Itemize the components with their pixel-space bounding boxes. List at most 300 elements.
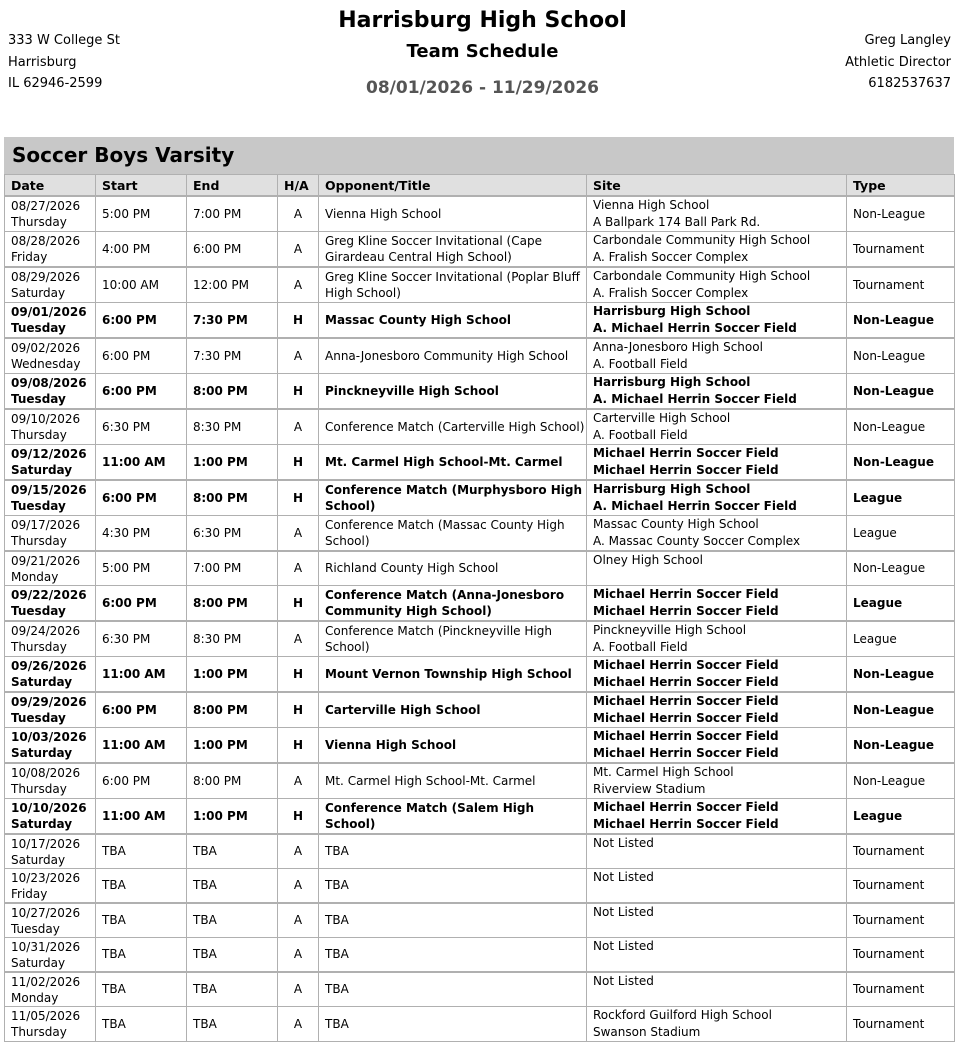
start-time: 6:00 PM — [96, 586, 187, 622]
site-cell — [587, 728, 847, 764]
site-name: Michael Herrin Soccer Field — [593, 729, 779, 743]
game-date: 10/23/2026 — [11, 870, 81, 885]
game-date: 10/31/2026 — [11, 939, 81, 954]
game-day: Saturday — [11, 286, 66, 300]
game-date: 09/15/2026 — [11, 483, 87, 497]
site-cell — [587, 516, 847, 552]
end-time: 1:00 PM — [187, 445, 278, 481]
game-type: Non-League — [847, 657, 955, 693]
end-time: 12:00 PM — [187, 267, 278, 303]
game-type: League — [847, 516, 955, 552]
site-field: Riverview Stadium — [593, 782, 706, 796]
opponent: Conference Match (Massac County High School) — [319, 516, 587, 552]
end-time: 7:00 PM — [187, 196, 278, 232]
end-time: 8:30 PM — [187, 409, 278, 445]
end-time: 1:00 PM — [187, 657, 278, 693]
start-time: 11:00 AM — [96, 445, 187, 481]
site-cell — [587, 232, 847, 268]
game-type: Non-League — [847, 692, 955, 728]
home-away: H — [278, 692, 319, 728]
home-away: A — [278, 834, 319, 869]
director-name: Greg Langley — [864, 33, 951, 48]
home-away: A — [278, 267, 319, 303]
opponent: Greg Kline Soccer Invitational (Poplar Bluff High School) — [319, 267, 587, 303]
site-cell — [587, 196, 847, 232]
game-type: Tournament — [847, 834, 955, 869]
opponent: Mount Vernon Township High School — [319, 657, 587, 693]
home-away: H — [278, 480, 319, 516]
table-row — [5, 692, 955, 728]
date-cell — [5, 692, 96, 728]
director-info — [845, 30, 951, 95]
start-time: TBA — [96, 972, 187, 1007]
game-type: Non-League — [847, 338, 955, 374]
table-row — [5, 903, 955, 938]
game-date: 09/26/2026 — [11, 659, 87, 673]
game-date: 09/29/2026 — [11, 695, 87, 709]
home-away: A — [278, 338, 319, 374]
site-cell — [587, 480, 847, 516]
table-header-row — [5, 175, 955, 197]
site-cell — [587, 338, 847, 374]
game-date: 10/27/2026 — [11, 905, 81, 920]
home-away: H — [278, 374, 319, 410]
col-opponent: Opponent/Title — [319, 175, 587, 197]
table-row — [5, 728, 955, 764]
game-date: 10/17/2026 — [11, 836, 81, 851]
site-cell — [587, 869, 847, 904]
table-row — [5, 938, 955, 973]
game-day: Saturday — [11, 746, 73, 760]
end-time: 1:00 PM — [187, 728, 278, 764]
start-time: 6:00 PM — [96, 338, 187, 374]
date-cell — [5, 621, 96, 657]
opponent: Vienna High School — [319, 196, 587, 232]
address-state-zip: IL 62946-2599 — [8, 76, 103, 91]
opponent: TBA — [319, 1007, 587, 1042]
opponent: Carterville High School — [319, 692, 587, 728]
site-cell — [587, 445, 847, 481]
schedule-table — [4, 174, 955, 1042]
col-ha: H/A — [278, 175, 319, 197]
game-day: Friday — [11, 886, 48, 901]
site-name: Harrisburg High School — [593, 375, 751, 389]
site-name: Not Listed — [593, 905, 654, 919]
game-day: Thursday — [11, 640, 67, 654]
end-time: TBA — [187, 972, 278, 1007]
game-day: Friday — [11, 250, 48, 264]
game-type: League — [847, 621, 955, 657]
site-field: Michael Herrin Soccer Field — [593, 746, 779, 760]
game-day: Thursday — [11, 534, 67, 548]
col-start: Start — [96, 175, 187, 197]
site-name: Carbondale Community High School — [593, 233, 811, 247]
col-site: Site — [587, 175, 847, 197]
table-row — [5, 374, 955, 410]
home-away: A — [278, 516, 319, 552]
site-field: Michael Herrin Soccer Field — [593, 675, 779, 689]
opponent: Conference Match (Murphysboro High School) — [319, 480, 587, 516]
site-field: A. Michael Herrin Soccer Field — [593, 392, 797, 406]
table-row — [5, 869, 955, 904]
opponent: Vienna High School — [319, 728, 587, 764]
game-day: Thursday — [11, 1025, 67, 1039]
date-cell — [5, 586, 96, 622]
table-row — [5, 409, 955, 445]
game-day: Tuesday — [11, 499, 66, 513]
table-row — [5, 551, 955, 586]
site-name: Vienna High School — [593, 198, 710, 212]
game-date: 08/27/2026 — [11, 199, 81, 213]
game-day: Tuesday — [11, 711, 66, 725]
end-time: TBA — [187, 1007, 278, 1042]
end-time: 8:00 PM — [187, 586, 278, 622]
home-away: A — [278, 196, 319, 232]
col-type: Type — [847, 175, 955, 197]
table-row — [5, 972, 955, 1007]
game-day: Tuesday — [11, 321, 66, 335]
game-type: Tournament — [847, 1007, 955, 1042]
site-cell — [587, 834, 847, 869]
table-row — [5, 763, 955, 799]
section-title: Soccer Boys Varsity — [4, 137, 954, 174]
start-time: 10:00 AM — [96, 267, 187, 303]
start-time: 4:30 PM — [96, 516, 187, 552]
start-time: TBA — [96, 834, 187, 869]
date-cell — [5, 1007, 96, 1042]
game-day: Tuesday — [11, 392, 66, 406]
game-type: Non-League — [847, 728, 955, 764]
start-time: TBA — [96, 903, 187, 938]
opponent: TBA — [319, 903, 587, 938]
game-day: Saturday — [11, 955, 66, 970]
end-time: 8:00 PM — [187, 763, 278, 799]
home-away: A — [278, 232, 319, 268]
site-cell — [587, 1007, 847, 1042]
end-time: 8:30 PM — [187, 621, 278, 657]
director-phone: 6182537637 — [868, 76, 951, 91]
table-row — [5, 232, 955, 268]
game-date: 09/01/2026 — [11, 305, 87, 319]
end-time: 7:30 PM — [187, 303, 278, 339]
game-type: Tournament — [847, 267, 955, 303]
home-away: H — [278, 445, 319, 481]
table-row — [5, 267, 955, 303]
site-field: A. Massac County Soccer Complex — [593, 534, 801, 548]
site-cell — [587, 972, 847, 1007]
opponent: Massac County High School — [319, 303, 587, 339]
site-name: Harrisburg High School — [593, 482, 751, 496]
opponent: Anna-Jonesboro Community High School — [319, 338, 587, 374]
home-away: H — [278, 657, 319, 693]
date-cell — [5, 763, 96, 799]
game-type: League — [847, 586, 955, 622]
home-away: H — [278, 728, 319, 764]
game-day: Monday — [11, 990, 59, 1005]
game-day: Thursday — [11, 215, 67, 229]
game-date: 10/08/2026 — [11, 766, 81, 780]
home-away: A — [278, 938, 319, 973]
opponent: Mt. Carmel High School-Mt. Carmel — [319, 445, 587, 481]
end-time: TBA — [187, 903, 278, 938]
site-cell — [587, 303, 847, 339]
table-row — [5, 621, 955, 657]
date-cell — [5, 869, 96, 904]
site-field: A. Fralish Soccer Complex — [593, 250, 749, 264]
game-type: Non-League — [847, 445, 955, 481]
table-row — [5, 196, 955, 232]
date-cell — [5, 374, 96, 410]
start-time: 4:00 PM — [96, 232, 187, 268]
col-date: Date — [5, 175, 96, 197]
date-cell — [5, 303, 96, 339]
site-field: Michael Herrin Soccer Field — [593, 817, 779, 831]
game-date: 09/17/2026 — [11, 518, 81, 532]
date-cell — [5, 657, 96, 693]
site-name: Massac County High School — [593, 517, 759, 531]
home-away: H — [278, 303, 319, 339]
director-title: Athletic Director — [845, 54, 951, 70]
home-away: H — [278, 799, 319, 835]
opponent: TBA — [319, 834, 587, 869]
game-date: 11/05/2026 — [11, 1009, 81, 1023]
site-name: Rockford Guilford High School — [593, 1008, 772, 1022]
table-row — [5, 799, 955, 835]
site-name: Not Listed — [593, 870, 654, 884]
game-day: Thursday — [11, 428, 67, 442]
end-time: TBA — [187, 834, 278, 869]
start-time: TBA — [96, 869, 187, 904]
start-time: 6:30 PM — [96, 409, 187, 445]
start-time: TBA — [96, 1007, 187, 1042]
opponent: Conference Match (Carterville High School) — [319, 409, 587, 445]
school-name: Harrisburg High School — [338, 8, 627, 33]
game-date: 09/21/2026 — [11, 553, 81, 568]
start-time: TBA — [96, 938, 187, 973]
start-time: 11:00 AM — [96, 728, 187, 764]
game-date: 10/03/2026 — [11, 730, 87, 744]
game-date: 09/10/2026 — [11, 412, 81, 426]
site-cell — [587, 551, 847, 586]
game-type: Tournament — [847, 232, 955, 268]
end-time: TBA — [187, 938, 278, 973]
home-away: A — [278, 551, 319, 586]
game-date: 09/02/2026 — [11, 341, 81, 355]
site-field: A. Michael Herrin Soccer Field — [593, 499, 797, 513]
home-away: A — [278, 903, 319, 938]
game-day: Thursday — [11, 782, 67, 796]
end-time: 6:30 PM — [187, 516, 278, 552]
site-field: A. Fralish Soccer Complex — [593, 286, 749, 300]
start-time: 11:00 AM — [96, 657, 187, 693]
site-cell — [587, 799, 847, 835]
date-cell — [5, 834, 96, 869]
opponent: Conference Match (Anna-Jonesboro Community High School) — [319, 586, 587, 622]
end-time: 7:30 PM — [187, 338, 278, 374]
game-date: 09/08/2026 — [11, 376, 87, 390]
table-row — [5, 516, 955, 552]
table-row — [5, 657, 955, 693]
date-range: 08/01/2026 - 11/29/2026 — [366, 78, 599, 98]
opponent: Pinckneyville High School — [319, 374, 587, 410]
home-away: A — [278, 869, 319, 904]
game-type: Non-League — [847, 551, 955, 586]
site-name: Not Listed — [593, 974, 654, 988]
site-field: Michael Herrin Soccer Field — [593, 711, 779, 725]
date-cell — [5, 338, 96, 374]
table-row — [5, 445, 955, 481]
site-cell — [587, 586, 847, 622]
home-away: A — [278, 763, 319, 799]
site-name: Anna-Jonesboro High School — [593, 340, 763, 354]
game-type: League — [847, 480, 955, 516]
address-street: 333 W College St — [8, 33, 120, 48]
start-time: 6:00 PM — [96, 374, 187, 410]
end-time: 6:00 PM — [187, 232, 278, 268]
col-end: End — [187, 175, 278, 197]
site-name: Harrisburg High School — [593, 304, 751, 318]
game-type: Non-League — [847, 196, 955, 232]
game-type: League — [847, 799, 955, 835]
site-field: A. Football Field — [593, 428, 688, 442]
end-time: 8:00 PM — [187, 692, 278, 728]
home-away: A — [278, 1007, 319, 1042]
game-day: Wednesday — [11, 357, 81, 371]
date-cell — [5, 516, 96, 552]
end-time: 1:00 PM — [187, 799, 278, 835]
site-field: A. Football Field — [593, 640, 688, 654]
game-day: Saturday — [11, 675, 73, 689]
home-away: A — [278, 972, 319, 1007]
opponent: Richland County High School — [319, 551, 587, 586]
date-cell — [5, 938, 96, 973]
site-cell — [587, 621, 847, 657]
date-cell — [5, 728, 96, 764]
start-time: 6:00 PM — [96, 692, 187, 728]
date-cell — [5, 480, 96, 516]
site-name: Not Listed — [593, 836, 654, 850]
start-time: 11:00 AM — [96, 799, 187, 835]
site-field: A Ballpark 174 Ball Park Rd. — [593, 215, 761, 229]
game-date: 08/28/2026 — [11, 234, 81, 248]
game-type: Tournament — [847, 869, 955, 904]
start-time: 5:00 PM — [96, 196, 187, 232]
game-type: Non-League — [847, 763, 955, 799]
game-day: Tuesday — [11, 921, 60, 936]
end-time: 8:00 PM — [187, 374, 278, 410]
game-day: Saturday — [11, 463, 73, 477]
site-cell — [587, 692, 847, 728]
home-away: A — [278, 409, 319, 445]
date-cell — [5, 267, 96, 303]
end-time: 8:00 PM — [187, 480, 278, 516]
end-time: TBA — [187, 869, 278, 904]
site-cell — [587, 938, 847, 973]
site-name: Olney High School — [593, 553, 703, 567]
opponent: TBA — [319, 869, 587, 904]
site-name: Carbondale Community High School — [593, 269, 811, 283]
date-cell — [5, 232, 96, 268]
opponent: Conference Match (Salem High School) — [319, 799, 587, 835]
opponent: Greg Kline Soccer Invitational (Cape Girardeau Central High School) — [319, 232, 587, 268]
game-day: Saturday — [11, 817, 73, 831]
site-cell — [587, 903, 847, 938]
site-cell — [587, 763, 847, 799]
game-type: Tournament — [847, 903, 955, 938]
site-cell — [587, 374, 847, 410]
game-type: Tournament — [847, 938, 955, 973]
table-row — [5, 480, 955, 516]
game-date: 09/12/2026 — [11, 447, 87, 461]
opponent: TBA — [319, 972, 587, 1007]
site-cell — [587, 657, 847, 693]
game-day: Monday — [11, 569, 59, 584]
date-cell — [5, 196, 96, 232]
game-day: Tuesday — [11, 604, 66, 618]
site-name: Michael Herrin Soccer Field — [593, 694, 779, 708]
opponent: Conference Match (Pinckneyville High School) — [319, 621, 587, 657]
game-type: Tournament — [847, 972, 955, 1007]
site-field: Swanson Stadium — [593, 1025, 701, 1039]
table-row — [5, 586, 955, 622]
title-block — [0, 6, 965, 103]
game-date: 08/29/2026 — [11, 270, 81, 284]
start-time: 6:00 PM — [96, 763, 187, 799]
game-date: 11/02/2026 — [11, 974, 81, 989]
game-type: Non-League — [847, 409, 955, 445]
schedule-title: Team Schedule — [406, 41, 559, 62]
date-cell — [5, 903, 96, 938]
site-cell — [587, 267, 847, 303]
date-cell — [5, 445, 96, 481]
site-field: A. Michael Herrin Soccer Field — [593, 321, 797, 335]
site-field: Michael Herrin Soccer Field — [593, 604, 779, 618]
opponent: TBA — [319, 938, 587, 973]
date-cell — [5, 799, 96, 835]
site-name: Not Listed — [593, 939, 654, 953]
table-row — [5, 338, 955, 374]
table-row — [5, 1007, 955, 1042]
site-name: Mt. Carmel High School — [593, 765, 734, 779]
date-cell — [5, 972, 96, 1007]
site-name: Michael Herrin Soccer Field — [593, 658, 779, 672]
site-field: Michael Herrin Soccer Field — [593, 463, 779, 477]
start-time: 6:30 PM — [96, 621, 187, 657]
site-field: A. Football Field — [593, 357, 688, 371]
home-away: A — [278, 621, 319, 657]
opponent: Mt. Carmel High School-Mt. Carmel — [319, 763, 587, 799]
table-row — [5, 834, 955, 869]
address-city: Harrisburg — [8, 54, 77, 70]
game-date: 10/10/2026 — [11, 801, 87, 815]
game-day: Saturday — [11, 852, 66, 867]
site-name: Pinckneyville High School — [593, 623, 747, 637]
start-time: 6:00 PM — [96, 480, 187, 516]
site-name: Carterville High School — [593, 411, 731, 425]
game-date: 09/24/2026 — [11, 624, 81, 638]
site-name: Michael Herrin Soccer Field — [593, 587, 779, 601]
site-cell — [587, 409, 847, 445]
end-time: 7:00 PM — [187, 551, 278, 586]
table-row — [5, 303, 955, 339]
date-cell — [5, 409, 96, 445]
start-time: 6:00 PM — [96, 303, 187, 339]
game-type: Non-League — [847, 303, 955, 339]
start-time: 5:00 PM — [96, 551, 187, 586]
date-cell — [5, 551, 96, 586]
home-away: H — [278, 586, 319, 622]
site-name: Michael Herrin Soccer Field — [593, 800, 779, 814]
